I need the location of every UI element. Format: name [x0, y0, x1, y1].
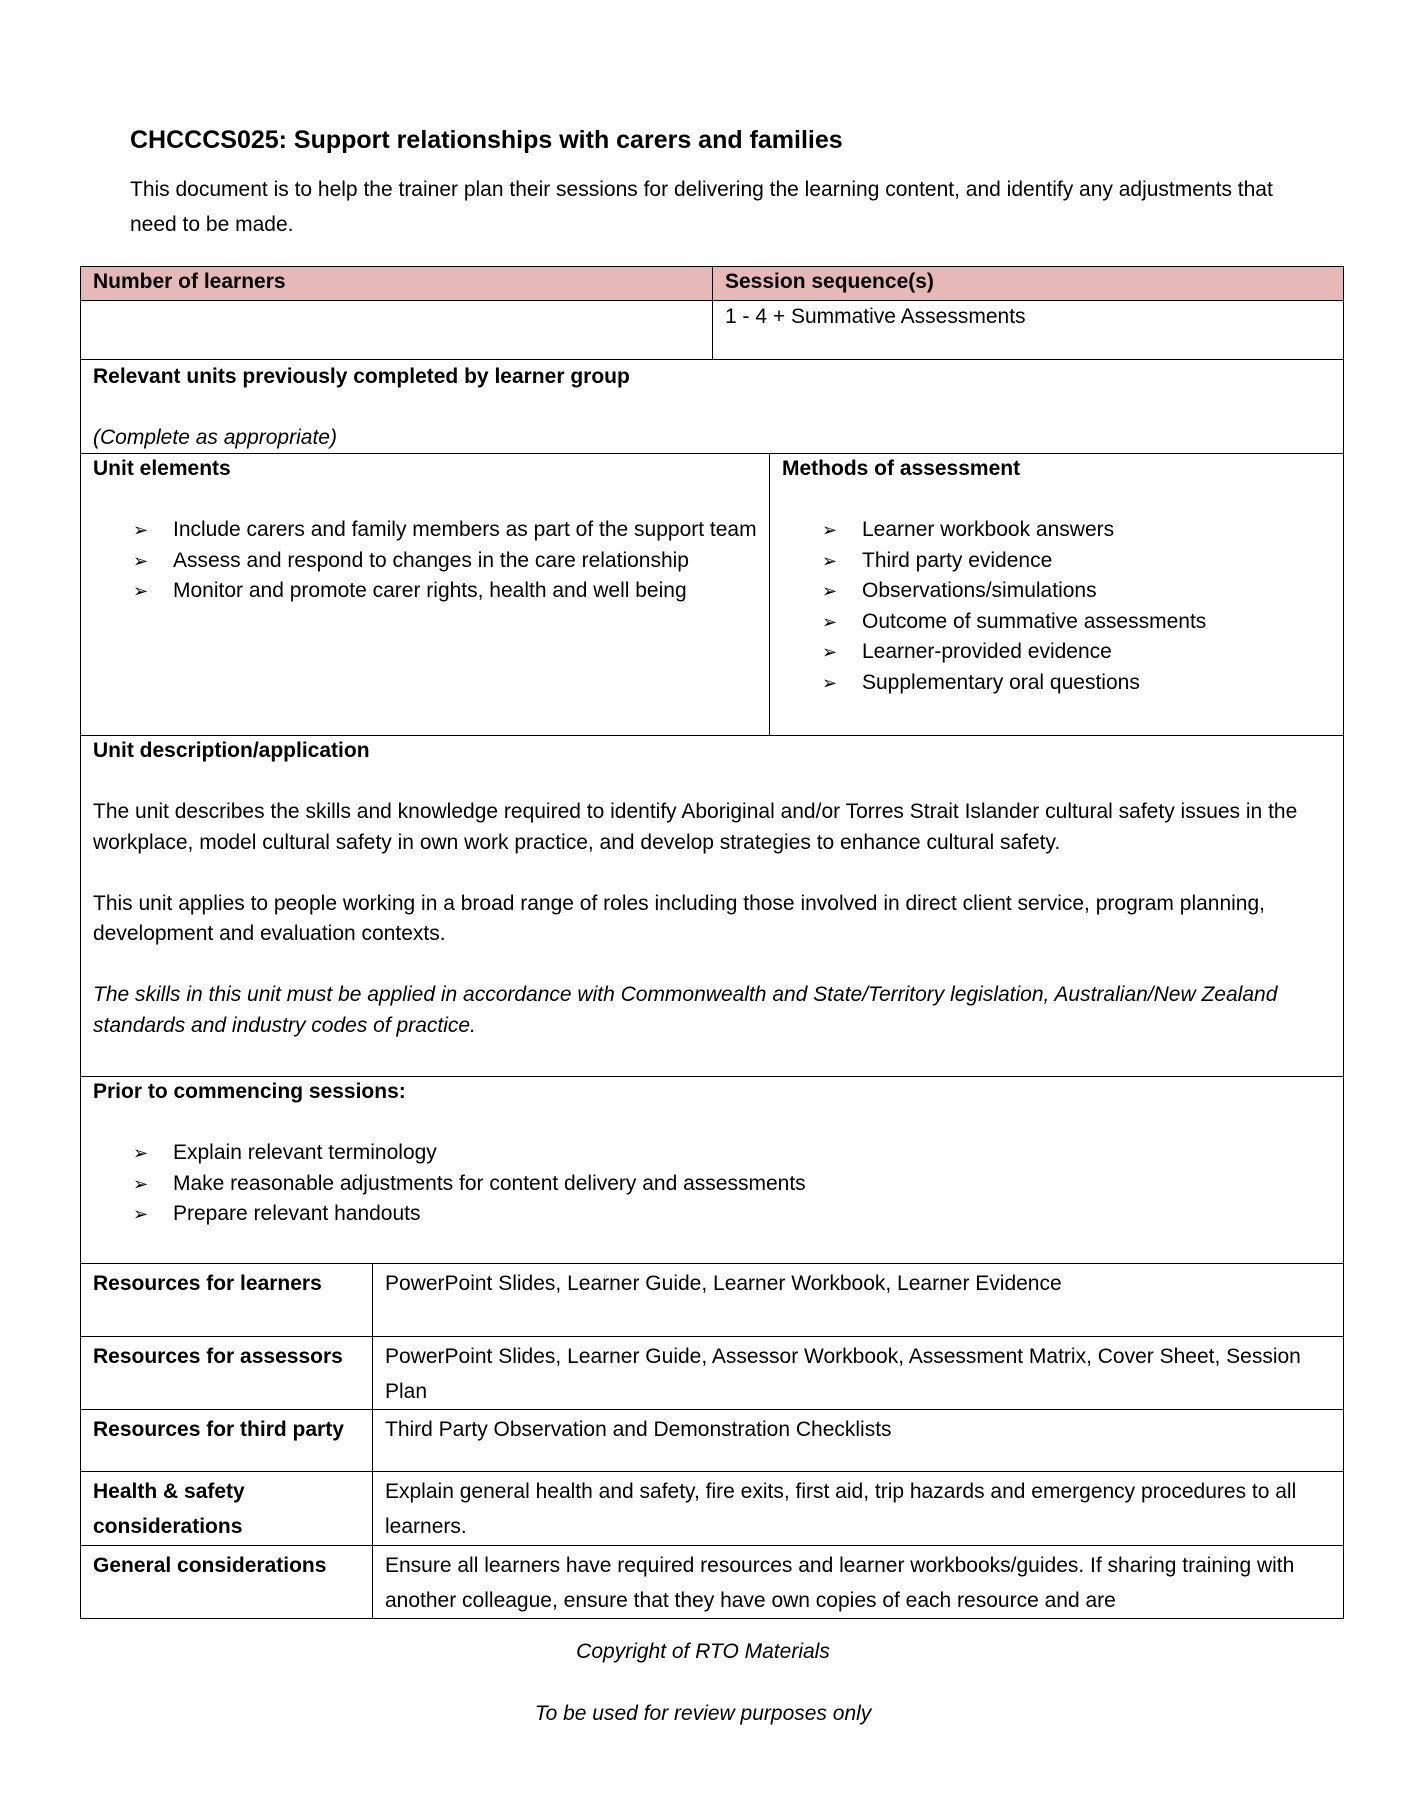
- arrow-bullet-icon: ➢: [822, 581, 838, 601]
- sequence-header: Session sequence(s): [713, 267, 1343, 300]
- resources-third-party-row: [81, 1410, 1343, 1472]
- arrow-bullet-icon: ➢: [822, 520, 838, 540]
- list-item: ➢ Third party evidence: [822, 546, 1331, 577]
- health-safety-row: [81, 1472, 1343, 1546]
- list-item: ➢ Learner workbook answers: [822, 515, 1331, 546]
- relevant-units-note: (Complete as appropriate): [93, 426, 337, 449]
- description-paragraph-2: This unit applies to people working in a broad range of roles including those involved in direct client service, program planning, development and evaluation contexts.: [93, 891, 1266, 945]
- learners-value: [81, 301, 713, 359]
- list-item: ➢ Prepare relevant handouts: [133, 1199, 1331, 1230]
- unit-elements-heading: Unit elements: [93, 457, 231, 480]
- resources-label: Resources for learners: [81, 1264, 373, 1336]
- general-considerations-row: [81, 1546, 1343, 1619]
- resources-value: Ensure all learners have required resources and learner workbooks/guides. If sharing training with another colleague, ensure that they have own copies of each resource and are: [385, 1554, 1295, 1612]
- arrow-bullet-icon: ➢: [822, 672, 838, 693]
- unit-elements-list: [133, 515, 757, 607]
- list-item: ➢ Learner-provided evidence: [822, 637, 1331, 668]
- prior-heading: Prior to commencing sessions:: [93, 1080, 406, 1103]
- intro-text: This document is to help the trainer plan their sessions for delivering the learning content, and identify any adjustments that need to be made.: [130, 178, 1273, 236]
- arrow-bullet-icon: ➢: [133, 1143, 149, 1163]
- arrow-bullet-icon: ➢: [133, 1204, 149, 1224]
- resources-label: Health & safety considerations: [81, 1472, 373, 1545]
- resources-value: PowerPoint Slides, Learner Guide, Learner Workbook, Learner Evidence: [385, 1272, 1062, 1295]
- page-title: CHCCCS025: Support relationships with carers and families: [130, 126, 843, 154]
- arrow-bullet-icon: ➢: [822, 642, 838, 662]
- arrow-bullet-icon: ➢: [133, 550, 149, 571]
- list-item: ➢ Monitor and promote carer rights, health and well being: [133, 576, 757, 607]
- methods-heading: Methods of assessment: [782, 457, 1021, 480]
- learners-header: Number of learners: [81, 267, 713, 300]
- arrow-bullet-icon: ➢: [133, 1173, 149, 1194]
- session-plan-table: [80, 266, 1344, 1619]
- prior-row: [81, 1077, 1343, 1264]
- description-heading: Unit description/application: [93, 739, 370, 762]
- list-item: ➢ Include carers and family members as part of the support team: [133, 515, 757, 546]
- resources-value: Explain general health and safety, fire exits, first aid, trip hazards and emergency procedures to all learners.: [385, 1480, 1297, 1538]
- arrow-bullet-icon: ➢: [133, 581, 149, 601]
- list-item: ➢ Assess and respond to changes in the care relationship: [133, 546, 757, 577]
- relevant-units-heading: Relevant units previously completed by learner group: [93, 365, 630, 388]
- resources-value: Third Party Observation and Demonstration Checklists: [385, 1418, 892, 1441]
- description-paragraph-3: The skills in this unit must be applied in accordance with Commonwealth and State/Territory legislation, Australian/New Zealand standards and industry codes of practice.: [93, 983, 1278, 1037]
- table-values-row: [81, 301, 1343, 360]
- arrow-bullet-icon: ➢: [822, 550, 838, 571]
- footer-copyright: Copyright of RTO Materials: [576, 1640, 830, 1663]
- list-item: ➢ Explain relevant terminology: [133, 1138, 1331, 1169]
- table-header-row: [81, 267, 1343, 301]
- arrow-bullet-icon: ➢: [133, 520, 149, 540]
- resources-assessors-row: [81, 1337, 1343, 1410]
- resources-learners-row: [81, 1264, 1343, 1337]
- list-item: ➢ Observations/simulations: [822, 576, 1331, 607]
- list-item: ➢ Make reasonable adjustments for content delivery and assessments: [133, 1169, 1331, 1200]
- methods-cell: [770, 454, 1343, 735]
- resources-value: PowerPoint Slides, Learner Guide, Assessor Workbook, Assessment Matrix, Cover Sheet, Session Plan: [385, 1345, 1301, 1403]
- elements-methods-row: [81, 454, 1343, 736]
- list-item: ➢ Outcome of summative assessments: [822, 607, 1331, 638]
- description-row: [81, 736, 1343, 1077]
- resources-label: General considerations: [81, 1546, 373, 1618]
- resources-label: Resources for assessors: [81, 1337, 373, 1409]
- prior-list: [133, 1138, 1331, 1230]
- description-paragraph-1: The unit describes the skills and knowledge required to identify Aboriginal and/or Torres Strait Islander cultural safety issues in the workplace, model cultural safety in own work practice, and develop strategies to enhance cultural safety.: [93, 800, 1298, 854]
- unit-elements-cell: [81, 454, 770, 735]
- methods-list: [822, 515, 1331, 698]
- sequence-value: 1 - 4 + Summative Assessments: [725, 305, 1026, 328]
- arrow-bullet-icon: ➢: [822, 611, 838, 632]
- relevant-units-row: [81, 360, 1343, 454]
- resources-label: Resources for third party: [81, 1410, 373, 1471]
- footer-review-note: To be used for review purposes only: [534, 1702, 872, 1725]
- list-item: ➢ Supplementary oral questions: [822, 668, 1331, 699]
